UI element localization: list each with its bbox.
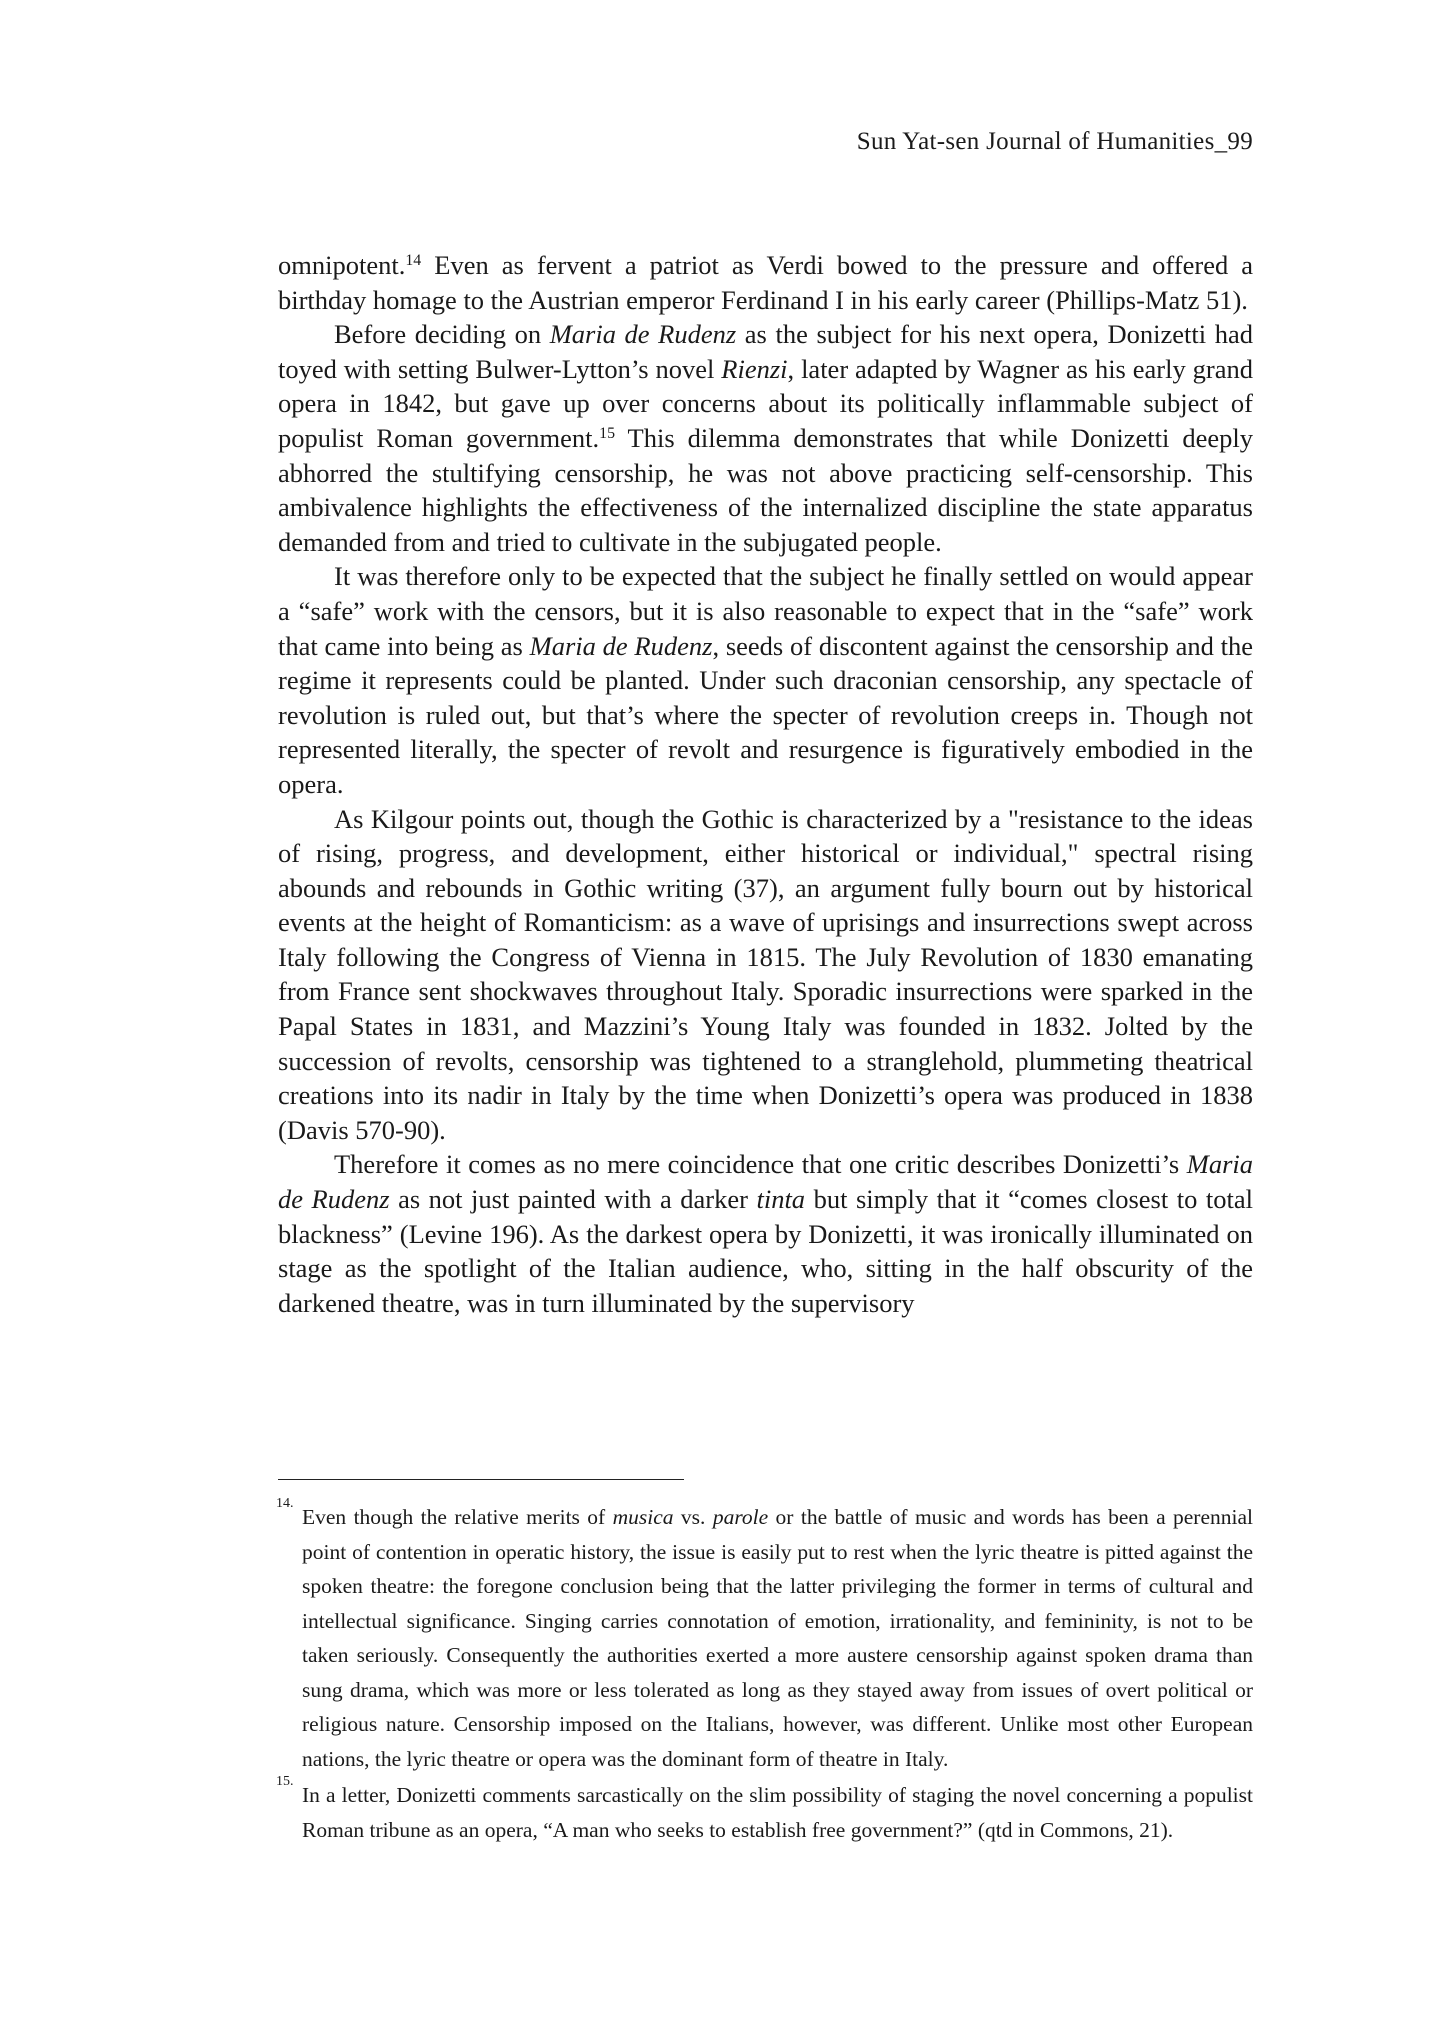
paragraph-2-text-b: as the subject for his next opera, Donizetti had toyed with setting Bulwer-Lytton’s novel	[278, 319, 1253, 384]
paragraph-1-text-b: Even as fervent a patriot as Verdi bowed to the pressure and offered a birthday homage to the Austrian emperor Ferdinand I in his early career (Phillips-Matz 51).	[278, 250, 1253, 315]
footnotes	[276, 1496, 1253, 1849]
paragraph-5-text-a: Therefore it comes as no mere coincidence that one critic describes Donizetti’s	[334, 1149, 1187, 1180]
term-musica: musica	[612, 1505, 674, 1529]
title-maria-de-rudenz: Maria de Rudenz	[529, 630, 713, 661]
paragraph-5-text-c: but simply that it “comes closest to total blackness” (Levine 196). As the darkest opera by Donizetti, it was ironically illuminated on stage as the spotlight of the Italian audience, who, sitting in the half obscurity of the darkened theatre, was in turn illuminated by the supervisory	[278, 1184, 1253, 1318]
footnote-number: 15.	[276, 1774, 294, 1789]
paragraph-3-text-b: , seeds of discontent against the censorship and the regime it represents could be planted. Under such draconian censorship, any spectacle of revolution is ruled out, but that’s where the specter of revolution creeps in. Though not represented literally, the specter of revolt and resurgence is figuratively embodied in the opera.	[278, 630, 1254, 799]
paragraph-2	[278, 317, 1253, 559]
running-header: Sun Yat-sen Journal of Humanities_99	[856, 128, 1253, 155]
term-parole: parole	[712, 1505, 769, 1529]
title-maria-de-rudenz: Maria de Rudenz	[549, 319, 737, 350]
paragraph-2-text-a: Before deciding on	[334, 319, 550, 350]
footnote-15	[276, 1774, 1253, 1847]
footnote-number: 14.	[276, 1496, 294, 1511]
footnote-separator	[278, 1479, 684, 1480]
paragraph-1-text-a: omnipotent.	[278, 250, 406, 280]
paragraph-2-text-c: , later adapted by Wagner as his early grand opera in 1842, but gave up over concerns about its politically inflammable subject of populist Roman government.	[278, 353, 1253, 453]
paragraph-3-text-a: It was therefore only to be expected that the subject he finally settled on would appear a “safe” work with the censors, but it is also reasonable to expect that in the “safe” work that came into being as	[278, 561, 1253, 661]
footnote-14	[276, 1496, 1253, 1776]
paragraph-1	[278, 248, 1253, 317]
paragraph-3	[278, 559, 1253, 801]
paragraph-2-text-d: This dilemma demonstrates that while Donizetti deeply abhorred the stultifying censorship, he was not above practicing self-censorship. This ambivalence highlights the effectiveness of the internalized discipline the state apparatus demanded from and tried to cultivate in the subjugated people.	[278, 422, 1253, 557]
title-rienzi: Rienzi	[721, 353, 788, 384]
body-text	[278, 248, 1253, 1320]
title-maria-de-rudenz: Maria de Rudenz	[278, 1149, 1253, 1215]
footnote-15-text: In a letter, Donizetti comments sarcastically on the slim possibility of staging the novel concerning a populist Roman tribune as an opera, “A man who seeks to establish free government?” (qtd in Commons, 21).	[302, 1783, 1253, 1842]
footnote-ref-15[interactable]: 15	[599, 425, 616, 443]
paragraph-4: As Kilgour points out, though the Gothic is characterized by a "resistance to the ideas of rising, progress, and development, either historical or individual," spectral rising abounds and rebounds in Gothic writing (37), an argument fully bourn out by historical events at the height of Romanticism: as a wave of uprisings and insurrections swept across Italy following the Congress of Vienna in 1815. The July Revolution of 1830 emanating from France sent shockwaves throughout Italy. Sporadic insurrections were sparked in the Papal States in 1831, and Mazzini’s Young Italy was founded in 1832. Jolted by the succession of revolts, censorship was tightened to a stranglehold, plummeting theatrical creations into its nadir in Italy by the time when Donizetti’s opera was produced in 1838 (Davis 570-90).	[278, 803, 1253, 1145]
paragraph-5-text-b: as not just painted with a darker	[389, 1184, 757, 1215]
paragraph-5	[278, 1147, 1253, 1320]
footnote-14-text-b: vs.	[673, 1505, 713, 1529]
footnote-14-text-a: Even though the relative merits of	[302, 1505, 613, 1529]
term-tinta: tinta	[756, 1184, 806, 1215]
footnote-14-text-c: or the battle of music and words has been a perennial point of contention in operatic history, the issue is easily put to rest when the lyric theatre is pitted against the spoken theatre: the foregone conclusion being that the latter privileging the former in terms of cultural and intellectual significance. Singing carries connotation of emotion, irrationality, and femininity, is not to be taken seriously. Consequently the authorities exerted a more austere censorship against spoken drama than sung drama, which was more or less tolerated as long as they stayed away from issues of overt political or religious nature. Censorship imposed on the Italians, however, was different. Unlike most other European nations, the lyric theatre or opera was the dominant form of theatre in Italy.	[302, 1505, 1253, 1771]
footnote-ref-14[interactable]: 14	[405, 252, 422, 270]
